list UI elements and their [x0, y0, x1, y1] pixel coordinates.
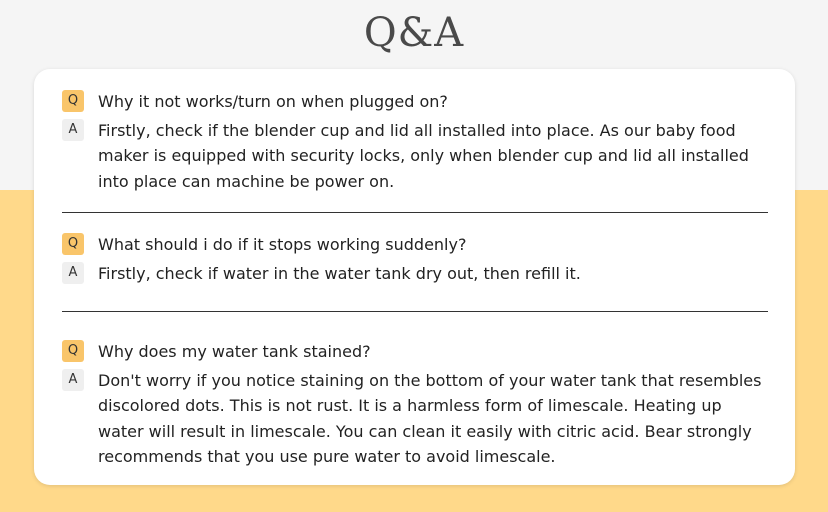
faq-item-3	[62, 339, 768, 470]
answer-row	[62, 261, 768, 287]
divider	[62, 311, 768, 312]
answer-text: Firstly, check if the blender cup and lid all installed into place. As our baby food maker is equipped with security locks, only when blender cup and lid all installed into place can machine be power on.	[98, 120, 749, 191]
answer-text: Don't worry if you notice staining on the bottom of your water tank that resembles discolored dots. This is not rust. It is a harmless form of limescale. Heating up water will result in limescale. You can clean it easily with citric acid. Bear strongly recommends that you use pure water to avoid limescale.	[98, 370, 762, 466]
faq-item-2	[62, 232, 768, 286]
faq-item-1	[62, 89, 768, 194]
question-text: What should i do if it stops working suddenly?	[98, 235, 467, 254]
question-badge: Q	[62, 340, 84, 362]
question-text: Why it not works/turn on when plugged on?	[98, 92, 448, 111]
question-row	[62, 339, 768, 365]
question-badge: Q	[62, 233, 84, 255]
question-badge: Q	[62, 90, 84, 112]
question-text: Why does my water tank stained?	[98, 342, 371, 361]
answer-badge: A	[62, 369, 84, 391]
divider	[62, 212, 768, 213]
question-row	[62, 89, 768, 115]
answer-row	[62, 118, 768, 195]
answer-badge: A	[62, 119, 84, 141]
page-title: Q&A	[363, 10, 465, 56]
answer-text: Firstly, check if water in the water tank dry out, then refill it.	[98, 263, 581, 283]
question-row	[62, 232, 768, 258]
answer-badge: A	[62, 262, 84, 284]
faq-card	[34, 69, 795, 485]
answer-row	[62, 368, 768, 470]
